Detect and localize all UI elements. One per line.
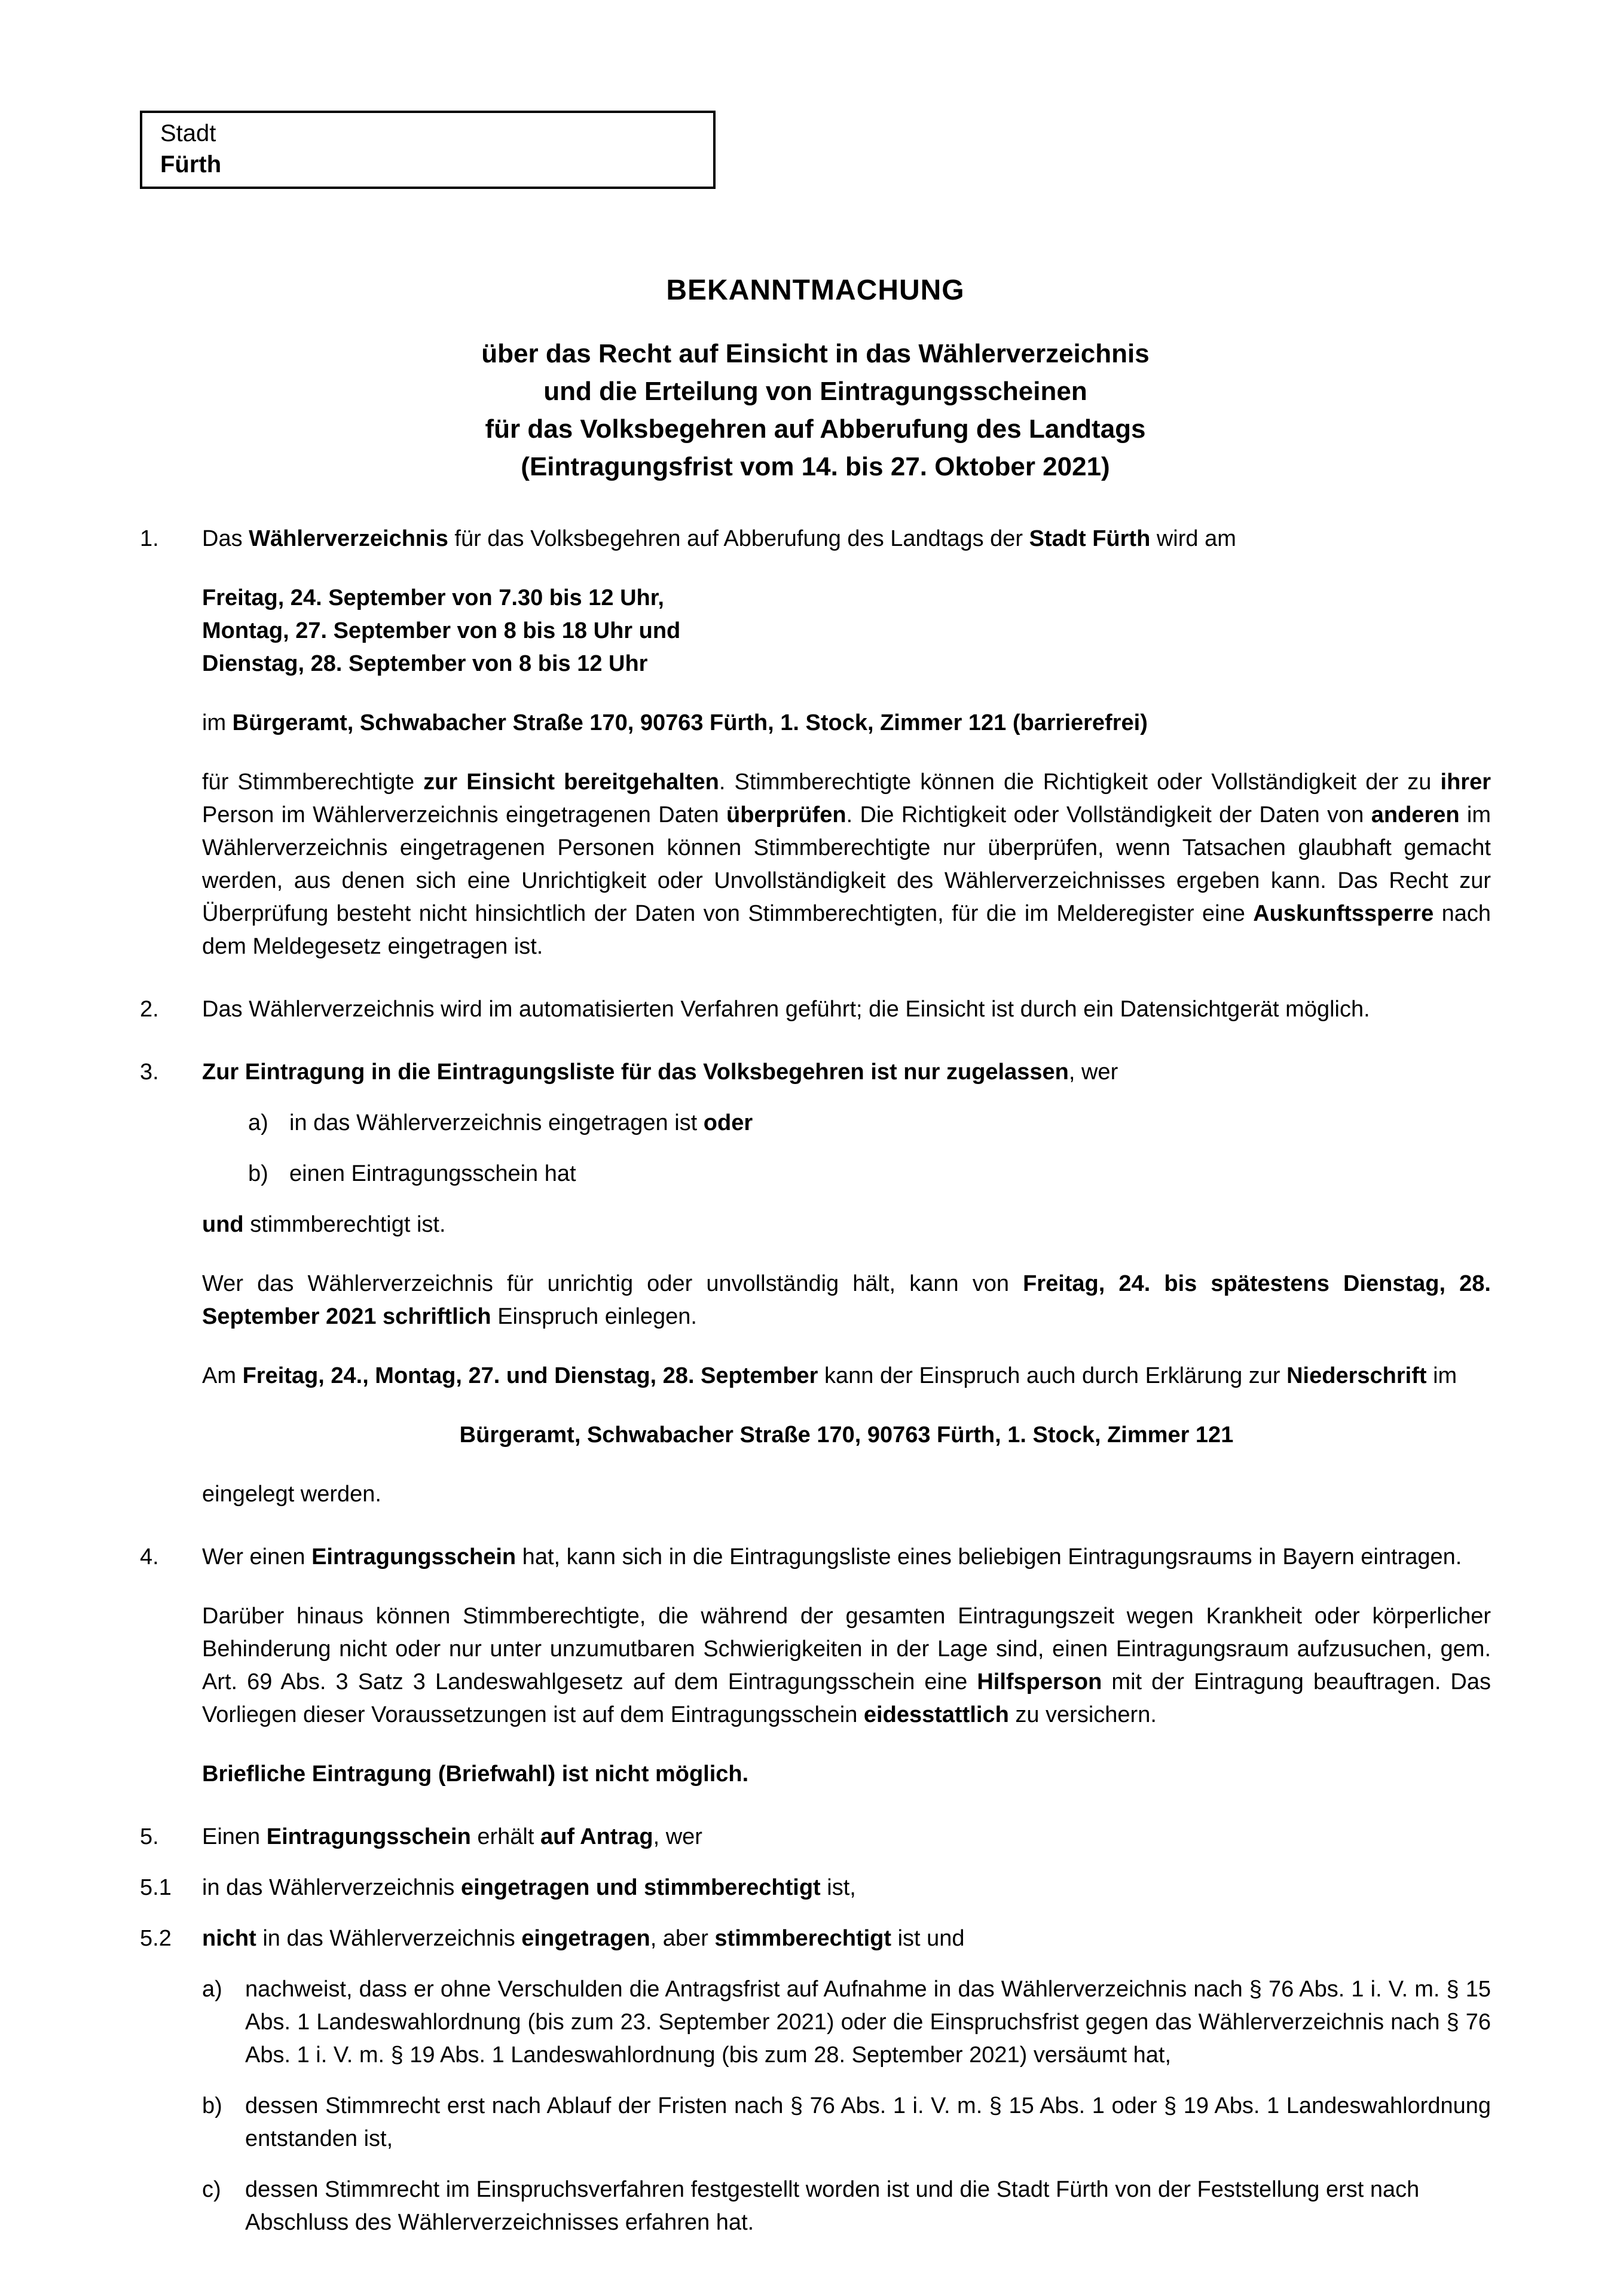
- item-number: [140, 1419, 202, 1452]
- document-body: [140, 523, 1491, 2239]
- bold-text-run: eingetragen und stimmberechtigt: [460, 1875, 821, 1900]
- text-run: , wer: [653, 1824, 702, 1849]
- paragraph-text: [202, 1922, 1491, 1955]
- item-number: b): [248, 1161, 268, 1186]
- text-run: mit der Eintragung beauftragen. Das Vorliegen dieser Voraussetzungen ist auf dem Eintragungsschein: [202, 1669, 1491, 1727]
- item-5-2c: [140, 2173, 1491, 2239]
- paragraph-text: [202, 766, 1491, 963]
- city-logo-box: [140, 111, 716, 189]
- item-number: 1.: [140, 526, 159, 551]
- item-number: [140, 707, 202, 740]
- text-run: nach dem Meldegesetz eingetragen ist.: [202, 901, 1491, 959]
- text-run: im Wählerverzeichnis eingetragenen Personen können Stimmberechtigte nur überprüfen, wenn Tatsachen glaubhaft gemacht werden, aus denen sich eine Unrichtigkeit oder Unvollständigkeit des Wählerverzeichnisses ergeben kann. Das Recht zur Überprüfung besteht nicht hinsichtlich der Daten von Stimmberechtigten, für die im Melderegister eine: [202, 802, 1491, 926]
- paragraph-text: [202, 523, 1491, 555]
- paragraph-text: [245, 2090, 1491, 2155]
- text-run: zu versichern.: [1008, 1702, 1157, 1727]
- item-5-2: [140, 1922, 1491, 1955]
- text-run: einen Eintragungsschein hat: [289, 1161, 576, 1186]
- item-number: 5.1: [140, 1875, 172, 1900]
- text-run: für Stimmberechtigte: [202, 770, 424, 795]
- text-run: Das Wählerverzeichnis wird im automatisierten Verfahren geführt; die Einsicht ist durch ein Datensichtgerät möglich.: [202, 997, 1370, 1022]
- item-number: [140, 1478, 202, 1511]
- bold-text-run: Bürgeramt, Schwabacher Straße 170, 90763 Fürth, 1. Stock, Zimmer 121 (barrierefrei): [232, 710, 1148, 735]
- paragraph-text: [202, 1541, 1491, 1574]
- item-number: 4.: [140, 1544, 159, 1570]
- location-line: [140, 707, 1491, 740]
- bold-text-run: Hilfsperson: [977, 1669, 1102, 1694]
- item-3b: [140, 1158, 1491, 1190]
- bold-text-run: zur Einsicht bereitgehalten: [423, 770, 719, 795]
- address-centered: [140, 1419, 1491, 1452]
- item-number: a): [202, 1977, 222, 2002]
- inspection-paragraph: [140, 766, 1491, 963]
- item-5-2b: [140, 2090, 1491, 2155]
- no-postal-entry-line: [140, 1758, 1491, 1791]
- item-number: 3.: [140, 1060, 159, 1085]
- text-run: für das Volksbegehren auf Abberufung des Landtags der: [448, 526, 1029, 551]
- logo-line-stadt: Stadt: [160, 120, 216, 146]
- paragraph-text: [202, 1208, 1491, 1241]
- text-run: in das Wählerverzeichnis: [256, 1926, 522, 1951]
- bold-text-run: oder: [703, 1110, 753, 1135]
- paragraph-text: [202, 1268, 1491, 1333]
- item-number: c): [202, 2177, 221, 2202]
- item-number: [140, 1758, 202, 1791]
- text-run: im: [1426, 1363, 1457, 1388]
- text-run: Einen: [202, 1824, 267, 1849]
- item-number: [140, 766, 202, 963]
- paragraph-text: [202, 1871, 1491, 1904]
- item-number: a): [248, 1110, 268, 1135]
- text-run: erhält: [470, 1824, 540, 1849]
- text-run: Wer einen: [202, 1544, 312, 1570]
- text-run: eingelegt werden.: [202, 1482, 381, 1507]
- bold-text-run: und: [202, 1212, 244, 1237]
- bold-text-run: Stadt Fürth: [1029, 526, 1151, 551]
- document-subtitle: [140, 335, 1491, 486]
- bold-text-run: auf Antrag: [540, 1824, 653, 1849]
- item-3-intro: [140, 1056, 1491, 1089]
- bold-text-run: Zur Eintragung in die Eintragungsliste für das Volksbegehren ist nur zugelassen: [202, 1060, 1069, 1085]
- bold-text-run: Niederschrift: [1286, 1363, 1427, 1388]
- bold-text-run: Eintragungsschein: [266, 1824, 471, 1849]
- text-run: stimmberechtigt ist.: [243, 1212, 446, 1237]
- text-run: . Die Richtigkeit oder Vollständigkeit der Daten von: [846, 802, 1371, 828]
- document-title: BEKANNTMACHUNG: [666, 274, 965, 306]
- paragraph-text: [245, 2173, 1491, 2239]
- item-5-2a: [140, 1973, 1491, 2072]
- text-run: Person im Wählerverzeichnis eingetragenen Daten: [202, 802, 727, 828]
- paragraph-text: [202, 1600, 1491, 1732]
- objection-paragraph: [140, 1268, 1491, 1333]
- paragraph-text: [245, 1973, 1491, 2072]
- paragraph-text: [202, 993, 1491, 1026]
- text-run: kann der Einspruch auch durch Erklärung zur: [818, 1363, 1287, 1388]
- subtitle-line-2: und die Erteilung von Eintragungsscheinen: [543, 377, 1087, 406]
- bold-text-run: nicht: [202, 1926, 256, 1951]
- item-number: [140, 1208, 202, 1241]
- item-number: [140, 1600, 202, 1732]
- item-4-intro: [140, 1541, 1491, 1574]
- bold-text-run: eidesstattlich: [863, 1702, 1009, 1727]
- paragraph-text: [202, 707, 1491, 740]
- item-3a: [140, 1107, 1491, 1140]
- opening-hours: [140, 582, 1491, 680]
- paragraph-text: [202, 1360, 1491, 1393]
- item-1-intro: [140, 523, 1491, 555]
- text-run: nachweist, dass er ohne Verschulden die Antragsfrist auf Aufnahme in das Wählerverzeichnis nach § 76 Abs. 1 i. V. m. § 15 Abs. 1 Landeswahlordnung (bis zum 23. September 2021) oder die Einspruchsfrist gegen das Wählerverzeichnis nach § 76 Abs. 1 i. V. m. § 19 Abs. 1 Landeswahlordnung (bis zum 28. September 2021) versäumt hat,: [245, 1977, 1491, 2068]
- paragraph-text: [202, 1478, 1491, 1511]
- bold-text-run: Bürgeramt, Schwabacher Straße 170, 90763 Fürth, 1. Stock, Zimmer 121: [459, 1422, 1234, 1448]
- item-number: 5.2: [140, 1926, 172, 1951]
- text-run: dessen Stimmrecht erst nach Ablauf der Fristen nach § 76 Abs. 1 i. V. m. § 15 Abs. 1 oder § 19 Abs. 1 Landeswahlordnung entstanden ist,: [245, 2093, 1491, 2151]
- bold-text-run: eingetragen: [521, 1926, 650, 1951]
- text-run: Darüber hinaus können Stimmberechtigte, die während der gesamten Eintragungszeit wegen Krankheit oder körperlicher Behinderung nicht oder nur unter unzumutbaren Schwierigkeiten in der Lage sind, einen Eintragungsraum aufzusuchen, gem. Art. 69 Abs. 3 Satz 3 Landeswahlgesetz auf dem Eintragungsschein eine: [202, 1604, 1491, 1694]
- bold-text-run: Freitag, 24., Montag, 27. und Dienstag, 28. September: [242, 1363, 818, 1388]
- item-number: [140, 1360, 202, 1393]
- paragraph-text: [202, 1056, 1491, 1089]
- text-run: wird am: [1150, 526, 1236, 551]
- bold-text-run: Auskunftssperre: [1253, 901, 1434, 926]
- helper-paragraph: [140, 1600, 1491, 1732]
- text-run: Am: [202, 1363, 243, 1388]
- bold-text-run: Freitag, 24. September von 7.30 bis 12 Uhr,: [202, 585, 664, 610]
- subtitle-line-3: für das Volksbegehren auf Abberufung des Landtags: [485, 414, 1146, 444]
- paragraph-text: [289, 1158, 1491, 1190]
- text-run: Das: [202, 526, 249, 551]
- paragraph-text: [202, 1758, 1491, 1791]
- bold-text-run: überprüfen: [726, 802, 846, 828]
- item-number: b): [202, 2093, 222, 2118]
- subtitle-line-1: über das Recht auf Einsicht in das Wählerverzeichnis: [481, 339, 1150, 368]
- eingelegt-line: [140, 1478, 1491, 1511]
- item-number: [140, 1268, 202, 1333]
- bold-text-run: ihrer: [1440, 770, 1491, 795]
- bold-text-run: Freitag, 24. bis spätestens Dienstag, 28. September 2021 schriftlich: [202, 1271, 1491, 1329]
- logo-line-fuerth: Fürth: [160, 151, 222, 178]
- bold-text-run: Briefliche Eintragung (Briefwahl) ist nicht möglich.: [202, 1761, 749, 1787]
- text-run: , aber: [650, 1926, 715, 1951]
- text-run: Einspruch einlegen.: [491, 1304, 697, 1329]
- item-number: 2.: [140, 997, 159, 1022]
- text-run: in das Wählerverzeichnis eingetragen ist: [289, 1110, 704, 1135]
- text-run: im: [202, 710, 233, 735]
- text-run: ist,: [820, 1875, 856, 1900]
- bold-text-run: Dienstag, 28. September von 8 bis 12 Uhr: [202, 651, 648, 676]
- bold-text-run: anderen: [1371, 802, 1460, 828]
- item-5-intro: [140, 1821, 1491, 1854]
- bold-text-run: Montag, 27. September von 8 bis 18 Uhr und: [202, 618, 681, 643]
- subtitle-line-4: (Eintragungsfrist vom 14. bis 27. Oktober 2021): [521, 452, 1110, 481]
- bold-text-run: Wählerverzeichnis: [249, 526, 448, 551]
- text-run: . Stimmberechtigte können die Richtigkeit oder Vollständigkeit der zu: [719, 770, 1441, 795]
- text-run: hat, kann sich in die Eintragungsliste eines beliebigen Eintragungsraums in Bayern eintragen.: [516, 1544, 1462, 1570]
- bold-text-run: Eintragungsschein: [311, 1544, 516, 1570]
- paragraph-text: [202, 1821, 1491, 1854]
- bold-text-run: stimmberechtigt: [714, 1926, 892, 1951]
- text-run: in das Wählerverzeichnis: [202, 1875, 461, 1900]
- paragraph-text: [289, 1107, 1491, 1140]
- paragraph-text: [202, 582, 1491, 680]
- text-run: , wer: [1068, 1060, 1118, 1085]
- item-number: 5.: [140, 1824, 159, 1849]
- text-run: dessen Stimmrecht im Einspruchsverfahren festgestellt worden ist und die Stadt Fürth von der Feststellung erst nach Abschluss des Wählerverzeichnisses erfahren hat.: [245, 2177, 1420, 2235]
- text-run: Wer das Wählerverzeichnis für unrichtig oder unvollständig hält, kann von: [202, 1271, 1023, 1296]
- item-number: [140, 582, 202, 680]
- item-2: [140, 993, 1491, 1026]
- text-run: ist und: [891, 1926, 965, 1951]
- item-3-und: [140, 1208, 1491, 1241]
- item-5-1: [140, 1871, 1491, 1904]
- paragraph-text: [202, 1419, 1491, 1452]
- objection-declaration-line: [140, 1360, 1491, 1393]
